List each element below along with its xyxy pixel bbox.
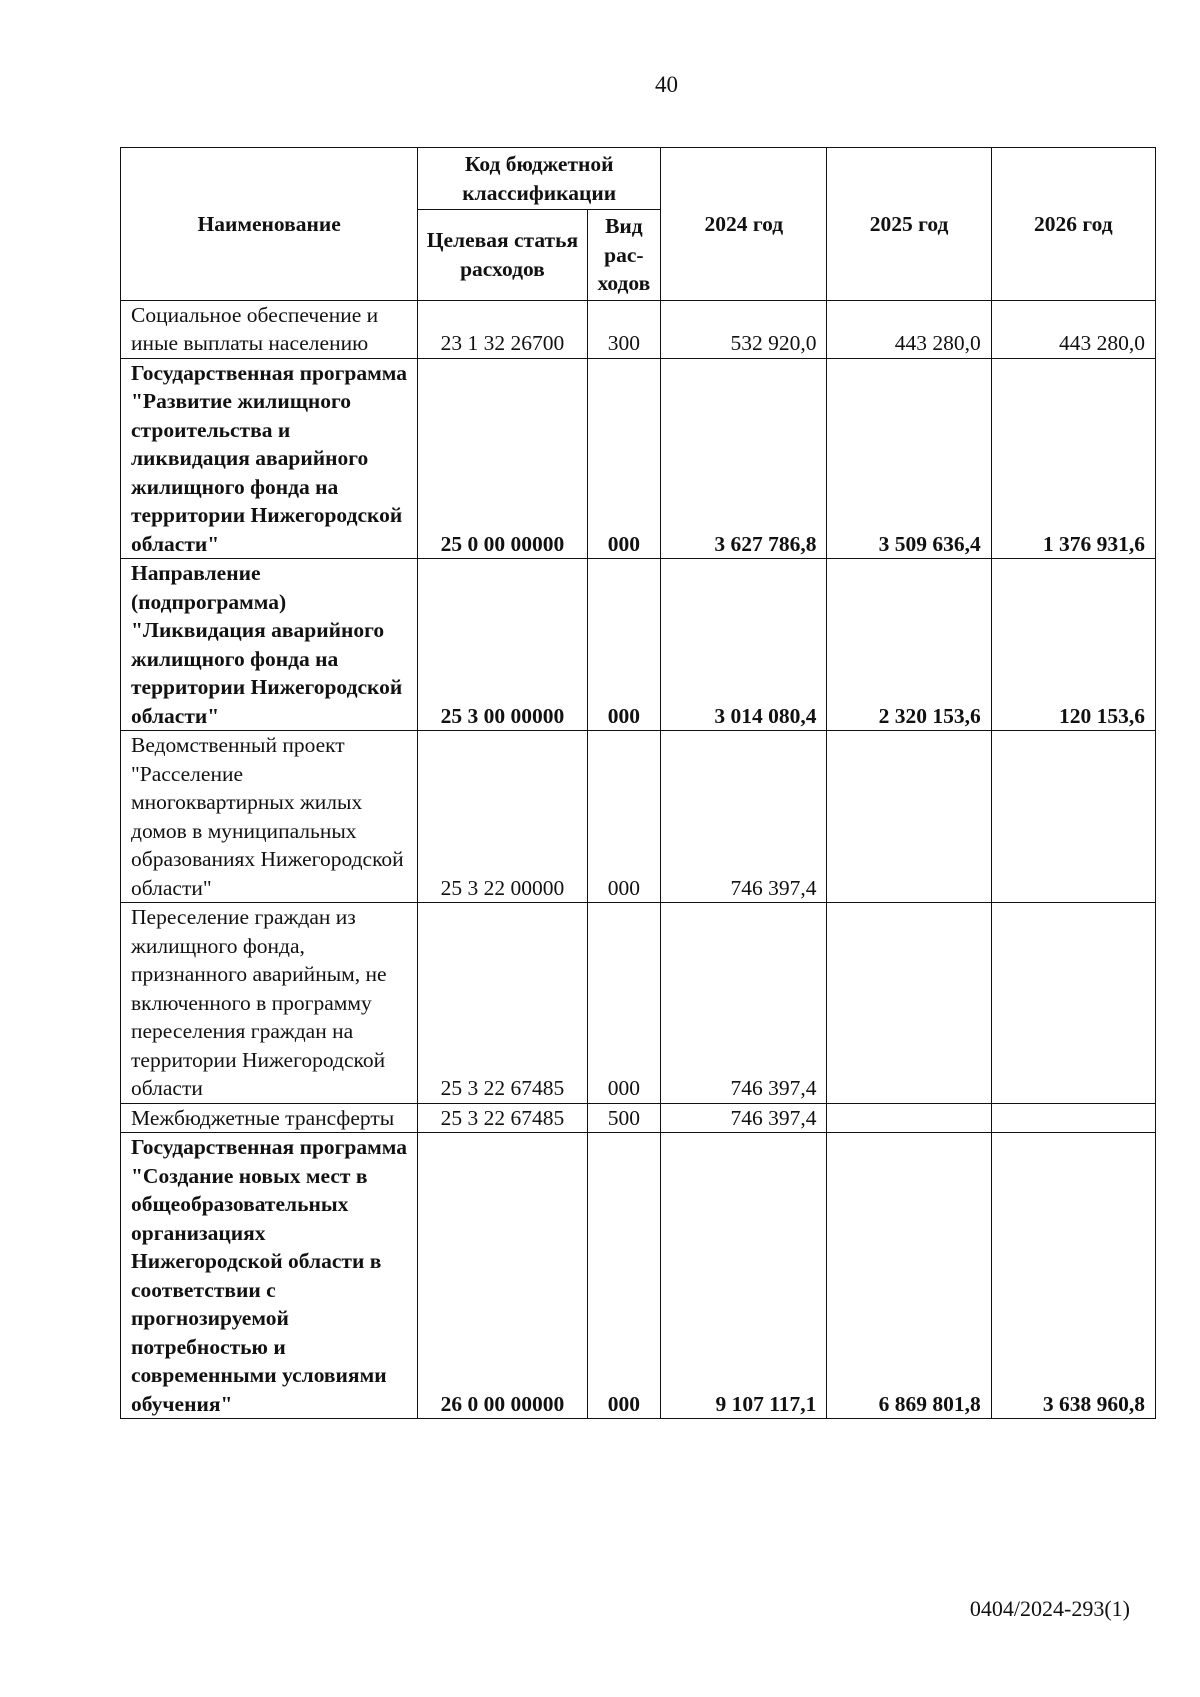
row-2026: 1 376 931,6 [991, 358, 1155, 559]
row-target-article: 25 3 00 00000 [418, 559, 587, 731]
row-2025: 3 509 636,4 [827, 358, 991, 559]
row-expense-type: 000 [587, 358, 661, 559]
row-name: Социальное обеспечение и иные выплаты населению [121, 300, 418, 358]
row-target-article: 25 3 22 67485 [418, 1103, 587, 1133]
header-2025: 2025 год [827, 148, 991, 301]
budget-table [120, 147, 1156, 1419]
row-2026: 443 280,0 [991, 300, 1155, 358]
row-2024: 746 397,4 [661, 731, 827, 903]
row-expense-type: 300 [587, 300, 661, 358]
header-name: Наименование [121, 148, 418, 301]
page-number: 40 [655, 72, 678, 97]
table-row [121, 1103, 1156, 1133]
table-row [121, 559, 1156, 731]
row-2025 [827, 1103, 991, 1133]
row-name: Государственная программа "Развитие жилищного строительства и ликвидация аварийного жилищного фонда на территории Нижегородской области" [121, 358, 418, 559]
header-expense-type: Вид рас-ходов [587, 210, 661, 301]
row-target-article: 25 3 22 67485 [418, 903, 587, 1104]
table-body [121, 300, 1156, 1419]
row-2026 [991, 903, 1155, 1104]
row-name: Межбюджетные трансферты [121, 1103, 418, 1133]
row-target-article: 26 0 00 00000 [418, 1133, 587, 1419]
row-2025 [827, 731, 991, 903]
row-2025: 6 869 801,8 [827, 1133, 991, 1419]
row-name: Государственная программа "Создание новых мест в общеобразовательных организациях Нижегородской области в соответствии с прогнозируемой потребностью и современными условиями обучения" [121, 1133, 418, 1419]
row-expense-type: 000 [587, 559, 661, 731]
table-row [121, 300, 1156, 358]
row-expense-type: 000 [587, 1133, 661, 1419]
row-2026: 3 638 960,8 [991, 1133, 1155, 1419]
table-row [121, 1133, 1156, 1419]
row-target-article: 25 0 00 00000 [418, 358, 587, 559]
row-2026: 120 153,6 [991, 559, 1155, 731]
row-target-article: 25 3 22 00000 [418, 731, 587, 903]
row-2025: 443 280,0 [827, 300, 991, 358]
row-2026 [991, 1103, 1155, 1133]
row-expense-type: 500 [587, 1103, 661, 1133]
row-name: Переселение граждан из жилищного фонда, признанного аварийным, не включенного в программу переселения граждан на территории Нижегородской области [121, 903, 418, 1104]
row-2024: 746 397,4 [661, 1103, 827, 1133]
row-expense-type: 000 [587, 731, 661, 903]
row-2025 [827, 903, 991, 1104]
header-row-1 [121, 148, 1156, 210]
row-name: Ведомственный проект "Расселение многоквартирных жилых домов в муниципальных образованиях Нижегородской области" [121, 731, 418, 903]
header-2026: 2026 год [991, 148, 1155, 301]
row-2024: 9 107 117,1 [661, 1133, 827, 1419]
row-2026 [991, 731, 1155, 903]
row-2024: 3 014 080,4 [661, 559, 827, 731]
row-target-article: 23 1 32 26700 [418, 300, 587, 358]
row-expense-type: 000 [587, 903, 661, 1104]
header-code-group: Код бюджетной классификации [418, 148, 661, 210]
table-row [121, 903, 1156, 1104]
row-2024: 3 627 786,8 [661, 358, 827, 559]
row-2024: 532 920,0 [661, 300, 827, 358]
header-target-article: Целевая статья расходов [418, 210, 587, 301]
table-row [121, 358, 1156, 559]
document-code: 0404/2024-293(1) [969, 1596, 1130, 1621]
header-2024: 2024 год [661, 148, 827, 301]
budget-table-container [120, 147, 1156, 1419]
row-name: Направление (подпрограмма) "Ликвидация аварийного жилищного фонда на территории Нижегородской области" [121, 559, 418, 731]
table-row [121, 731, 1156, 903]
row-2025: 2 320 153,6 [827, 559, 991, 731]
row-2024: 746 397,4 [661, 903, 827, 1104]
